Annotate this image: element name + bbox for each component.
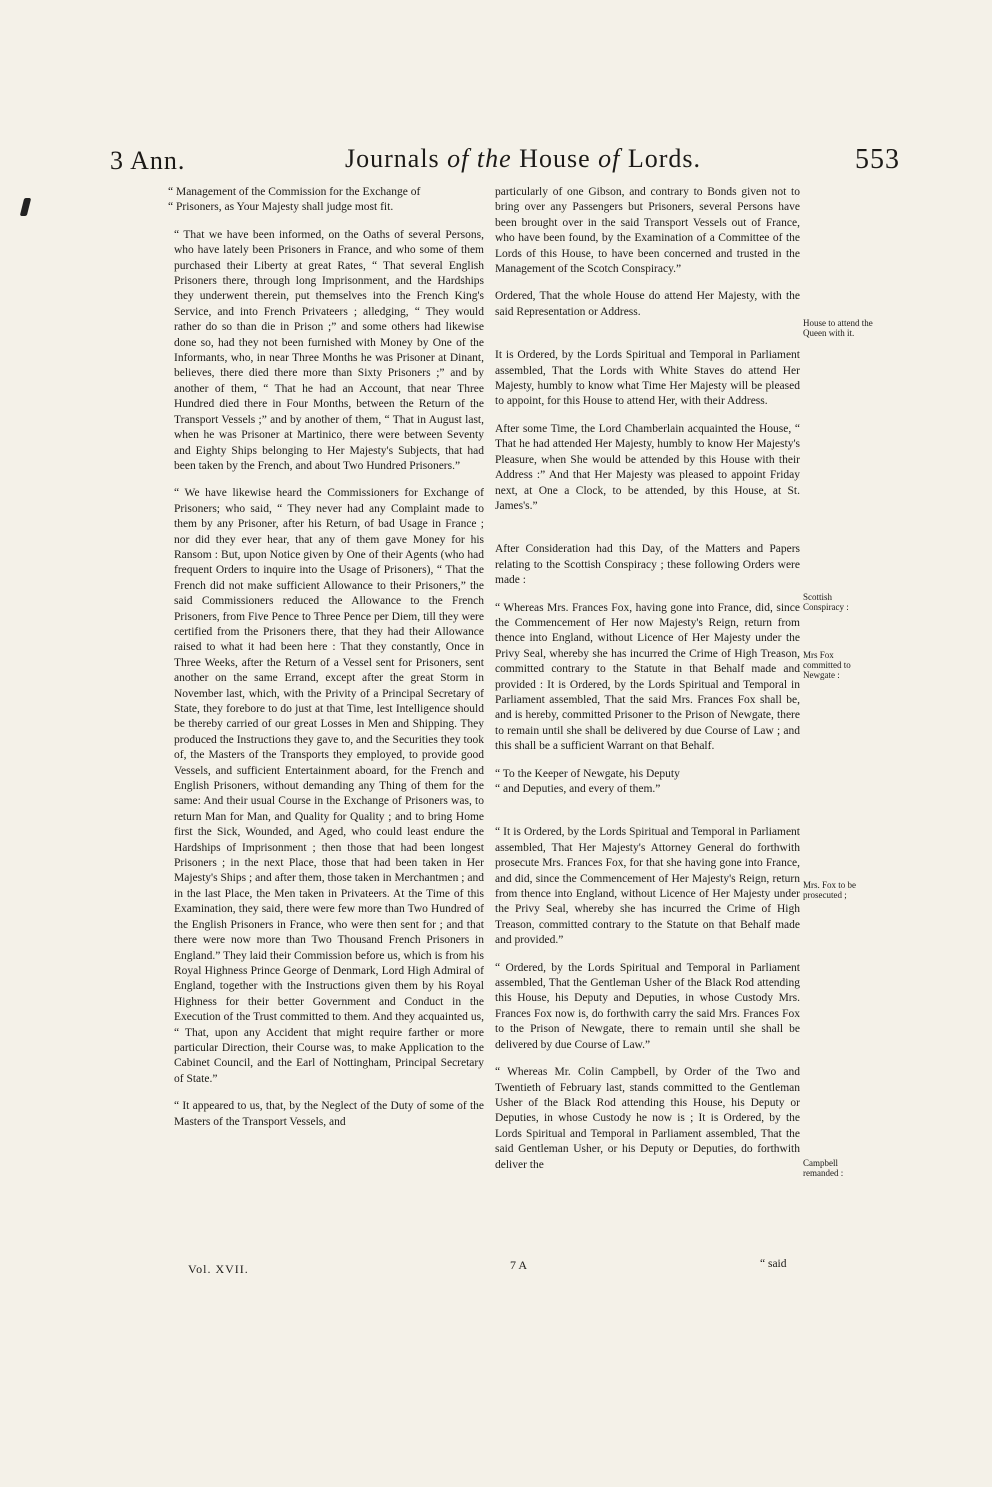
- paragraph: “ Whereas Mr. Colin Campbell, by Order of the Two and Twentieth of February last, stands committed to the Gentleman Usher of the Black Rod attending this House, his Deputy or Deputies, in whose Custody he now is ; It is Ordered, by the Lords Spiritual and Temporal in Parliament assembled, That the said Gentleman Usher, or his Deputy or Deputies, do forthwith deliver the: [495, 1066, 800, 1171]
- paragraph: “ Whereas Mrs. Frances Fox, having gone into France, did, since the Commencement of Her now Majesty's Reign, return from thence into England, without Licence of Her Majesty under the Privy Seal, whereby she has incurred the Crime of High Treason, committed contrary to the Statute in that Behalf made and provided : It is Ordered, by the Lords Spiritual and Temporal in Parliament assembled, That the said Mrs. Frances Fox shall be, and is hereby, committed Prisoner to the Prison of Newgate, there to remain until she shall be delivered by due Course of Law ; and this shall be a sufficient Warrant on that Behalf.: [495, 601, 800, 753]
- ink-mark: [20, 198, 31, 216]
- paragraph: After Consideration had this Day, of the Matters and Papers relating to the Scottish Conspiracy ; these following Orders were made :: [495, 543, 800, 587]
- page-header: [110, 140, 900, 180]
- margin-note: House to attend the Queen with it.: [803, 318, 873, 338]
- margin-note: Campbell remanded :: [803, 1158, 844, 1178]
- paragraph: “ To the Keeper of Newgate, his Deputy “ and Deputies, and every of them.”: [495, 767, 680, 795]
- running-title: Journals of the House of Lords.: [345, 144, 702, 173]
- paragraph: particularly of one Gibson, and contrary to Bonds given not to bring over any Passengers but Prisoners, several Persons have been brought over in the said Transport Vessels out of France, who have been found, by the Examination of a Committee of the Lords of this House, to have been concerned and trusted in the Management of the Scotch Conspiracy.”: [495, 186, 800, 276]
- paragraph: “ Ordered, by the Lords Spiritual and Temporal in Parliament assembled, That the Gentleman Usher of the Black Rod attending this House, his Deputy and Deputies, in whose Custody Mrs. Frances Fox now is, do forthwith carry the said Mrs. Frances Fox to the Prison of Newgate, there to remain until she shall be delivered by due Course of Law.”: [495, 961, 800, 1051]
- margin-note: Mrs Fox committed to Newgate :: [803, 650, 851, 680]
- left-column: [168, 185, 484, 1142]
- page-number: 553: [855, 144, 900, 175]
- paragraph: It is Ordered, by the Lords Spiritual and Temporal in Parliament assembled, That the Lords with White Staves do attend Her Majesty, humbly to know what Time Her Majesty will be pleased to appoint, for this House to attend Her, with their Address.: [495, 349, 800, 408]
- signature-mark: 7 A: [510, 1258, 528, 1272]
- catchword: “ said: [760, 1258, 787, 1270]
- paragraph: After some Time, the Lord Chamberlain acquainted the House, “ That he had attended Her Majesty, humbly to know Her Majesty's Pleasure, when She would be attended by this House with their Address :” And that Her Majesty was pleased to appoint Friday next, at One a Clock, to be attended, by this House, at St. James's.”: [495, 422, 800, 512]
- paragraph: “ That we have been informed, on the Oaths of several Persons, who have lately been Prisoners in France, and who some of them purchased their Liberty at great Rates, “ That several English Prisoners there, through long Imprisonment, and the Hardships they underwent therein, put themselves into the French King's Service, and into French Privateers ; alledging, “ They would rather do so than die in Prison ;” and some others had likewise done so, had they not been furnished with Money by One of the Informants, who, in near Three Months he was Prisoner at Dinant, believes, there died there more than Sixty Prisoners ;” and by another of them, “ That he had an Account, that near Three Hundred died there in Four Months, between the Return of the Transport Vessels ;” and by another of them, “ That in August last, when he was Prisoner at Martinico, there were between Seventy and Eighty Ships belonging to Her Majesty's Subjects, that had been taken by the French, and about Two Hundred Prisoners.”: [174, 228, 484, 472]
- paragraph: Ordered, That the whole House do attend Her Majesty, with the said Representation or Address.: [495, 290, 800, 318]
- margin-note: Mrs. Fox to be prosecuted ;: [803, 880, 857, 900]
- margin-note: Scottish Conspiracy :: [803, 592, 849, 612]
- paragraph: “ Management of the Commission for the Exchange of “ Prisoners, as Your Majesty shall judge most fit.: [168, 186, 421, 214]
- right-column: [495, 185, 800, 1185]
- session-label: 3 Ann.: [110, 146, 186, 175]
- paragraph: “ It appeared to us, that, by the Neglect of the Duty of some of the Masters of the Transport Vessels, and: [174, 1100, 484, 1128]
- paragraph: “ We have likewise heard the Commissioners for Exchange of Prisoners; who said, “ They never had any Complaint made to them by any Prisoner, after his Return, of bad Usage in France ; nor did they ever hear, that any of them gave Money for his Ransom : But, upon Notice given by One of their Agents (who had frequent Orders to inquire into the Usage of Prisoners), “ That the French did not make sufficient Allowance to their Prisoners,” the said Commissioners reduced the Allowance to the French Prisoners, from Five Pence to Three Pence per Diem, till they were certified from the Prisoners there, that they had their Allowance raised to what it had been here : That they constantly, Once in Three Weeks, after the Return of a Vessel sent for Prisoners, sent another on the same Errand, except after the great Storm in November last, which, with the Privity of a Principal Secretary of State, they forebore to do just at that Time, lest Intelligence should be thereby carried of our great Losses in Men and Shipping. They produced the Instructions they gave to, and the Securities they took of, the Masters of the Transports they employed, to provide good Vessels, and sufficient Entertainment aboard, for the French and English Prisoners, without demanding any Thing of them for the same: And their usual Course in the Exchange of Prisoners was, to return Man for Man, and Quality for Quality ; and to bring Home first the Sick, Wounded, and Aged, who could least endure the Hardships of Imprisonment ; then those that had been longest Prisoners ; in the next Place, those that had been taken in Her Majesty's Ships ; and after them, those taken in Merchantmen ; and in the last Place, the Men taken in Privateers. At the Time of this Examination, they said, there were few more than Two Hundred of the English Prisoners in France, who were then sent for ; and that there were now more than Two Thousand French Prisoners in England.” They laid their Commission before us, which is from his Royal Highness Prince George of Denmark, Lord High Admiral of England, together with the Instructions given them by his Royal Highness for their better Government and Conduct in the Execution of the Trust committed to them. And they acquainted us, “ That, upon any Accident that might require farther or more particular Direction, their Course was, to make Application to the Cabinet Council, and the Earl of Nottingham, Principal Secretary of State.”: [174, 487, 484, 1085]
- paragraph: “ It is Ordered, by the Lords Spiritual and Temporal in Parliament assembled, That Her Majesty's Attorney General do forthwith prosecute Mrs. Frances Fox, for that she having gone into France, and did, since the Commencement of Her Majesty's Reign, return from thence into England, without Licence of Her Majesty under the Privy Seal, whereby she has incurred the Crime of High Treason, committed contrary to the Statute on that Behalf made and provided.”: [495, 826, 800, 947]
- volume-label: Vol. XVII.: [188, 1262, 249, 1276]
